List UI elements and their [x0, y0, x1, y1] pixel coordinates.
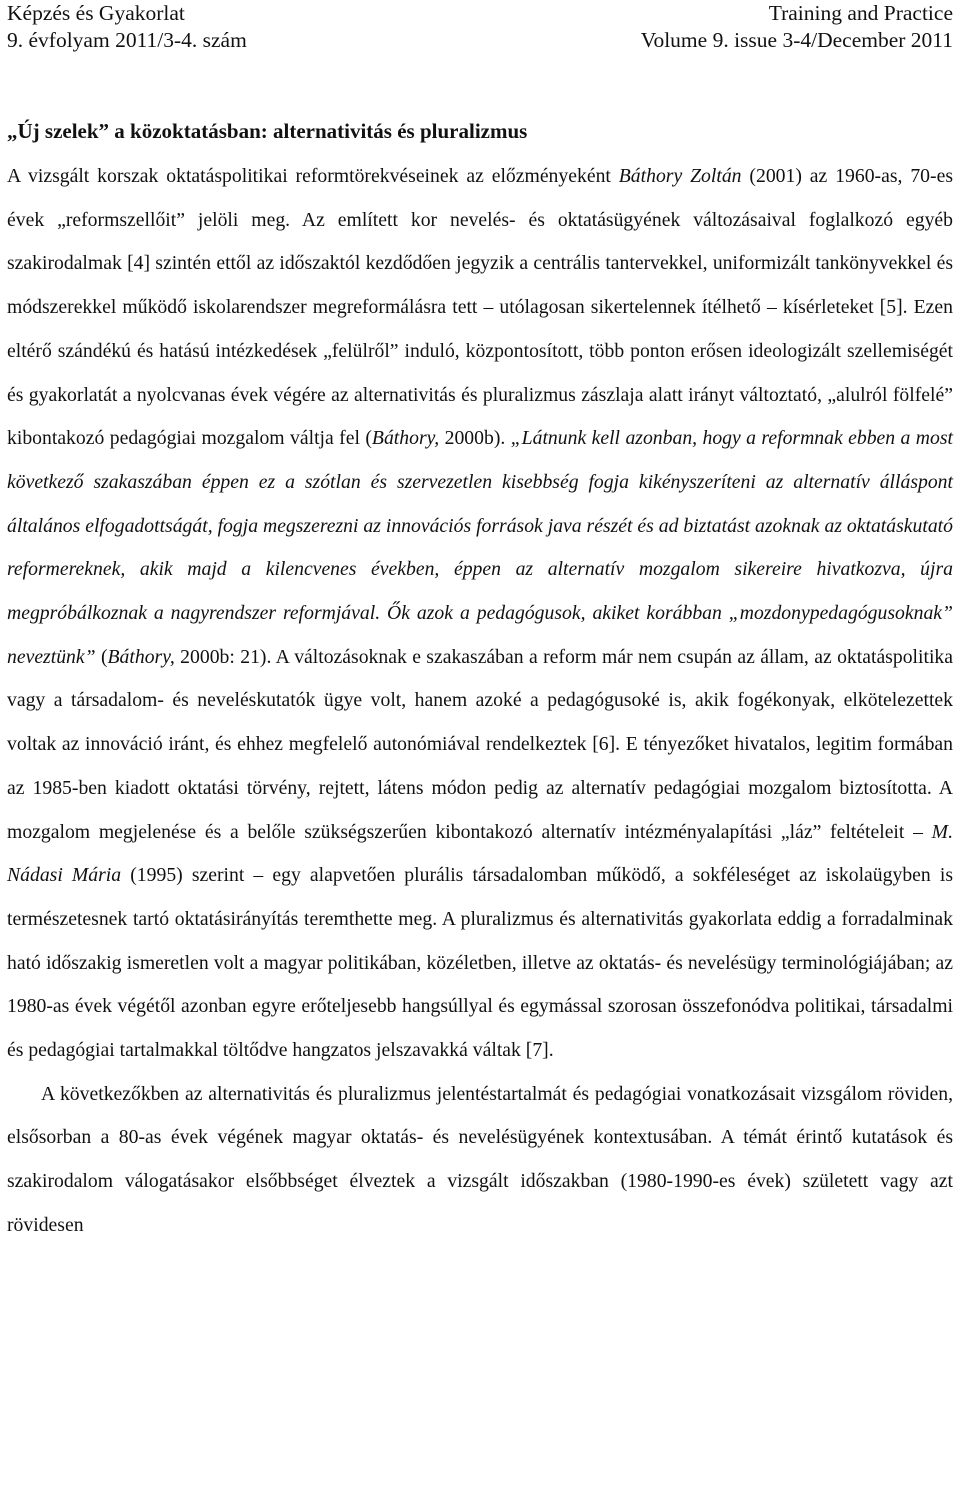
paragraph-2: A következőkben az alternativitás és pluralizmus jelentéstartalmát és pedagógiai vonatkozásait vizsgálom röviden, elsősorban a 80-as évek végének magyar oktatás- és nevelésügyének kontextusában. A témát érintő kutatások és szakirodalom válogatásakor elsőbbséget élveztek a vizsgált időszakban (1980-1990-es évek) született vagy azt rövidesen [7, 1082, 953, 1236]
section-heading: „Új szelek” a közoktatásban: alternativitás és pluralizmus [7, 119, 528, 143]
header-row-1 [7, 0, 953, 27]
text-run: ( [95, 645, 108, 668]
text-run: 2000b). [439, 427, 511, 450]
italic-run: Báthory Zoltán [618, 165, 742, 187]
italic-run: M. Nádasi Mária [7, 820, 953, 887]
italic-run: „Látnunk kell azonban, hogy a reformnak ebben a most következő szakaszában éppen ez a szótlan és szervezetlen kisebbség fogja kikényszeríteni az alternatív álláspont általános elfogadottságát, fogja megszerezni az innovációs források java részét és ad biztatást azoknak az oktatáskutató reformereknek, akik majd a kilencvenes években, éppen az alternatív mozgalom sikereire hivatkozva, újra megpróbálkoznak a nagyrendszer reformjával. Ők azok a pedagógusok, akiket korábban „mozdonypedagógusoknak” neveztünk” [7, 427, 953, 668]
issue-info-hu: 9. évfolyam 2011/3-4. szám [7, 28, 247, 52]
running-header [7, 0, 953, 54]
article-body [7, 155, 953, 1248]
issue-info-en: Volume 9. issue 3-4/December 2011 [640, 28, 953, 52]
text-run: (2001) az 1960-as, 70-es évek „reformszellőit” jelöli meg. Az említett kor nevelés- és oktatásügyének változásaival foglalkozó egyéb szakirodalmak [4] szintén ettől az időszaktól kezdődően jegyzik a centrális tantervekkel, uniformizált tankönyvekkel és módszerekkel működő iskolarendszer megreformálásra tett – utólagosan sikertelennek ítélhető – kísérleteket [5]. Ezen eltérő szándékú és hatású intézkedések „felülről” induló, központosított, több ponton erősen ideologizált szellemiségét és gyakorlatát a nyolcvanas évek végére az alternativitás és pluralizmus zászlaja alatt irányt változtató, „alulról fölfelé” kibontakozó pedagógiai mozgalom váltja fel ( [7, 165, 953, 450]
italic-run: Báthory, [371, 427, 440, 450]
text-run: (1995) szerint – egy alapvetően plurális társadalomban működő, a sokféleséget az iskolaügyben is természetesnek tartó oktatásirányítás teremthette meg. A pluralizmus és alternativitás gyakorlata eddig a forradalminak ható időszakig ismeretlen volt a magyar politikában, közéletben, illetve az oktatás- és nevelésügy terminológiájában; az 1980-as évek végétől azonban egyre erőteljesebb hangsúllyal és egymással szorosan összefonódva politikai, társadalmi és pedagógiai tartalmakkal töltődve hangzatos jelszavakká váltak [7]. [7, 864, 953, 1062]
text-run: A vizsgált korszak oktatáspolitikai reformtörekvéseinek az előzményeként [7, 165, 619, 187]
journal-title-en: Training and Practice [768, 1, 953, 25]
italic-run: Báthory, [107, 645, 175, 668]
header-row-2 [7, 27, 953, 54]
journal-title-hu: Képzés és Gyakorlat [7, 1, 185, 25]
paragraph-1 [7, 155, 953, 1073]
text-run: 2000b: 21). A változásoknak e szakaszában a reform már nem csupán az állam, az oktatáspolitika vagy a társadalom- és neveléskutatók ügye volt, hanem azoké a pedagógusoké is, akik fogékonyak, elkötelezettek voltak az innováció iránt, és ehhez megfelelő autonómiával rendelkeztek [6]. E tényezőket hivatalos, legitim formában az 1985-ben kiadott oktatási törvény, rejtett, látens módon pedig az alternatív pedagógiai mozgalom biztosította. A mozgalom megjelenése és a belőle szükségszerűen kibontakozó alternatív intézményalapítási „láz” feltételeit – [7, 645, 953, 843]
